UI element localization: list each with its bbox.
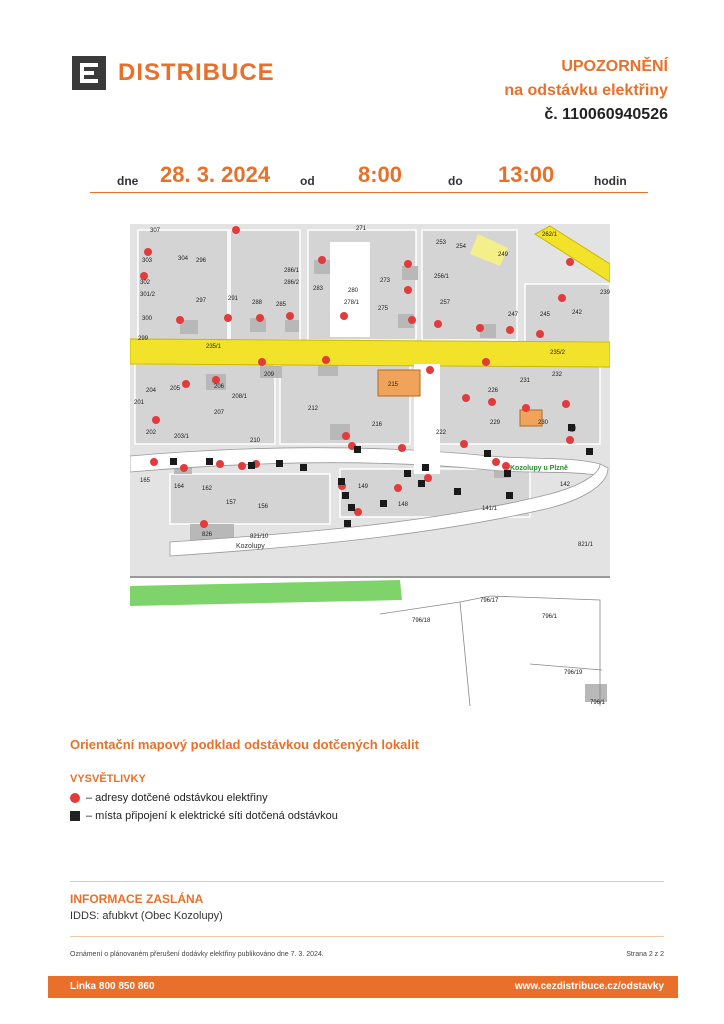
brand-name: DISTRIBUCE <box>118 59 275 86</box>
red-dot-icon <box>70 793 80 803</box>
parcel-label: 796/17 <box>480 598 499 604</box>
published-note: Oznámení o plánovaném přerušení dodávky elektřiny publikováno dne 7. 3. 2024. <box>70 951 324 958</box>
parcel-label: 296 <box>196 258 207 264</box>
parcel-label: 215 <box>388 382 399 388</box>
parcel-label: 235/1 <box>206 344 222 350</box>
parcel-label: 796/1 <box>590 700 606 706</box>
village-label-kozolupy: Kozolupy <box>236 543 265 550</box>
hours-label: hodin <box>594 174 627 188</box>
legend-text-addresses: – adresy dotčené odstávkou elektřiny <box>86 792 268 804</box>
parcel-label: 207 <box>214 410 225 416</box>
notice-title: UPOZORNĚNÍ <box>561 58 668 75</box>
outage-map <box>130 224 610 706</box>
parcel-label: 254 <box>456 244 467 250</box>
parcel-label: 222 <box>436 430 447 436</box>
parcel-label: 302 <box>140 280 151 286</box>
parcel-label: 204 <box>146 388 157 394</box>
parcel-label: 299 <box>138 336 149 342</box>
parcel-label: 297 <box>196 298 207 304</box>
parcel-label: 203/1 <box>174 434 190 440</box>
notice-subtitle: na odstávku elektřiny <box>504 82 668 99</box>
parcel-label: 206 <box>214 384 225 390</box>
info-text: IDDS: afubkvt (Obec Kozolupy) <box>70 910 223 922</box>
parcel-label: 208/1 <box>232 394 248 400</box>
parcel-label: 256/1 <box>434 274 450 280</box>
info-title: INFORMACE ZASLÁNA <box>70 892 204 906</box>
black-square-icon <box>70 811 80 821</box>
parcel-label: 286/2 <box>284 280 300 286</box>
parcel-label: 157 <box>226 500 237 506</box>
parcel-label: 253 <box>436 240 447 246</box>
parcel-label: 304 <box>178 256 189 262</box>
parcel-label: 247 <box>508 312 519 318</box>
parcel-label: 275 <box>378 306 389 312</box>
parcel-label: 210 <box>250 438 261 444</box>
hotline: Linka 800 850 860 <box>70 981 155 992</box>
parcel-label: 164 <box>174 484 185 490</box>
legend-text-points: – místa připojení k elektrické síti dotčená odstávkou <box>86 810 338 822</box>
parcel-label: 286/1 <box>284 268 300 274</box>
parcel-label: 205 <box>170 386 181 392</box>
parcel-label: 242 <box>572 310 583 316</box>
village-label-kozolupy-u-plzne: Kozolupy u Plzně <box>510 465 568 472</box>
from-label: od <box>300 174 315 188</box>
parcel-label: 273 <box>380 278 391 284</box>
legend-title: VYSVĚTLIVKY <box>70 773 146 785</box>
parcel-label: 226 <box>488 388 499 394</box>
parcel-label: 149 <box>358 484 369 490</box>
footer-bar <box>48 976 678 998</box>
affected-building <box>378 370 420 396</box>
map-caption: Orientační mapový podklad odstávkou dotčených lokalit <box>70 737 419 752</box>
outage-to-time: 13:00 <box>498 162 555 187</box>
parcel-label: 285 <box>276 302 287 308</box>
parcel-label: 162 <box>202 486 213 492</box>
cez-logo-icon <box>72 56 106 90</box>
main-road <box>130 339 610 367</box>
parcel-label: 165 <box>140 478 151 484</box>
website-link[interactable]: www.cezdistribuce.cz/odstavky <box>514 981 664 992</box>
outage-date-row <box>90 160 648 193</box>
notice-header <box>504 58 668 124</box>
legend-item-addresses <box>70 792 268 804</box>
parcel-label: 235/2 <box>550 350 566 356</box>
parcel-label: 239 <box>600 290 610 296</box>
parcel-label: 300 <box>142 316 153 322</box>
company-logo <box>72 56 275 90</box>
to-label: do <box>448 174 463 188</box>
parcel-label: 826 <box>202 532 213 538</box>
parcel-label: 202 <box>146 430 157 436</box>
parcel-label: 142 <box>560 482 571 488</box>
day-label: dne <box>117 174 139 188</box>
parcel-label: 303 <box>142 258 153 264</box>
outage-from-time: 8:00 <box>358 162 403 187</box>
parcel-label: 249 <box>498 252 509 258</box>
parcel-label: 257 <box>440 300 451 306</box>
divider <box>70 881 664 882</box>
parcel-label: 229 <box>490 420 501 426</box>
parcel-label: 301/2 <box>140 292 156 298</box>
parcel-label: 283 <box>313 286 324 292</box>
parcel-label: 278/1 <box>344 300 360 306</box>
divider <box>70 936 664 937</box>
parcel-label: 232 <box>552 372 563 378</box>
parcel-label: 796/19 <box>564 670 583 676</box>
parcel-label: 230 <box>538 420 549 426</box>
parcel-label: 821/10 <box>250 534 269 540</box>
parcel-label: 148 <box>398 502 409 508</box>
parcel-label: 307 <box>150 228 161 234</box>
parcel-label: 271 <box>356 226 367 232</box>
parcel-label: 796/18 <box>412 618 431 624</box>
map-boundary <box>130 576 610 578</box>
parcel-label: 291 <box>228 296 239 302</box>
parcel-label: 231 <box>520 378 531 384</box>
parcel-label: 141/1 <box>482 506 498 512</box>
legend-item-connection-points <box>70 810 338 822</box>
parcel-label: 288 <box>252 300 263 306</box>
parcel-label: 245 <box>540 312 551 318</box>
outage-date: 28. 3. 2024 <box>160 162 271 187</box>
parcel-label: 201 <box>134 400 145 406</box>
parcel-label: 212 <box>308 406 319 412</box>
notice-number: č. 110060940526 <box>544 106 668 123</box>
page-number: Strana 2 z 2 <box>626 951 664 958</box>
parcel-label: 821/1 <box>578 542 594 548</box>
parcel-label: 262/1 <box>542 232 558 238</box>
parcel-label: 209 <box>264 372 275 378</box>
parcel-label: 280 <box>348 288 359 294</box>
parcel-label: 796/1 <box>542 614 558 620</box>
parcel-label: 216 <box>372 422 383 428</box>
parcel-label: 156 <box>258 504 269 510</box>
